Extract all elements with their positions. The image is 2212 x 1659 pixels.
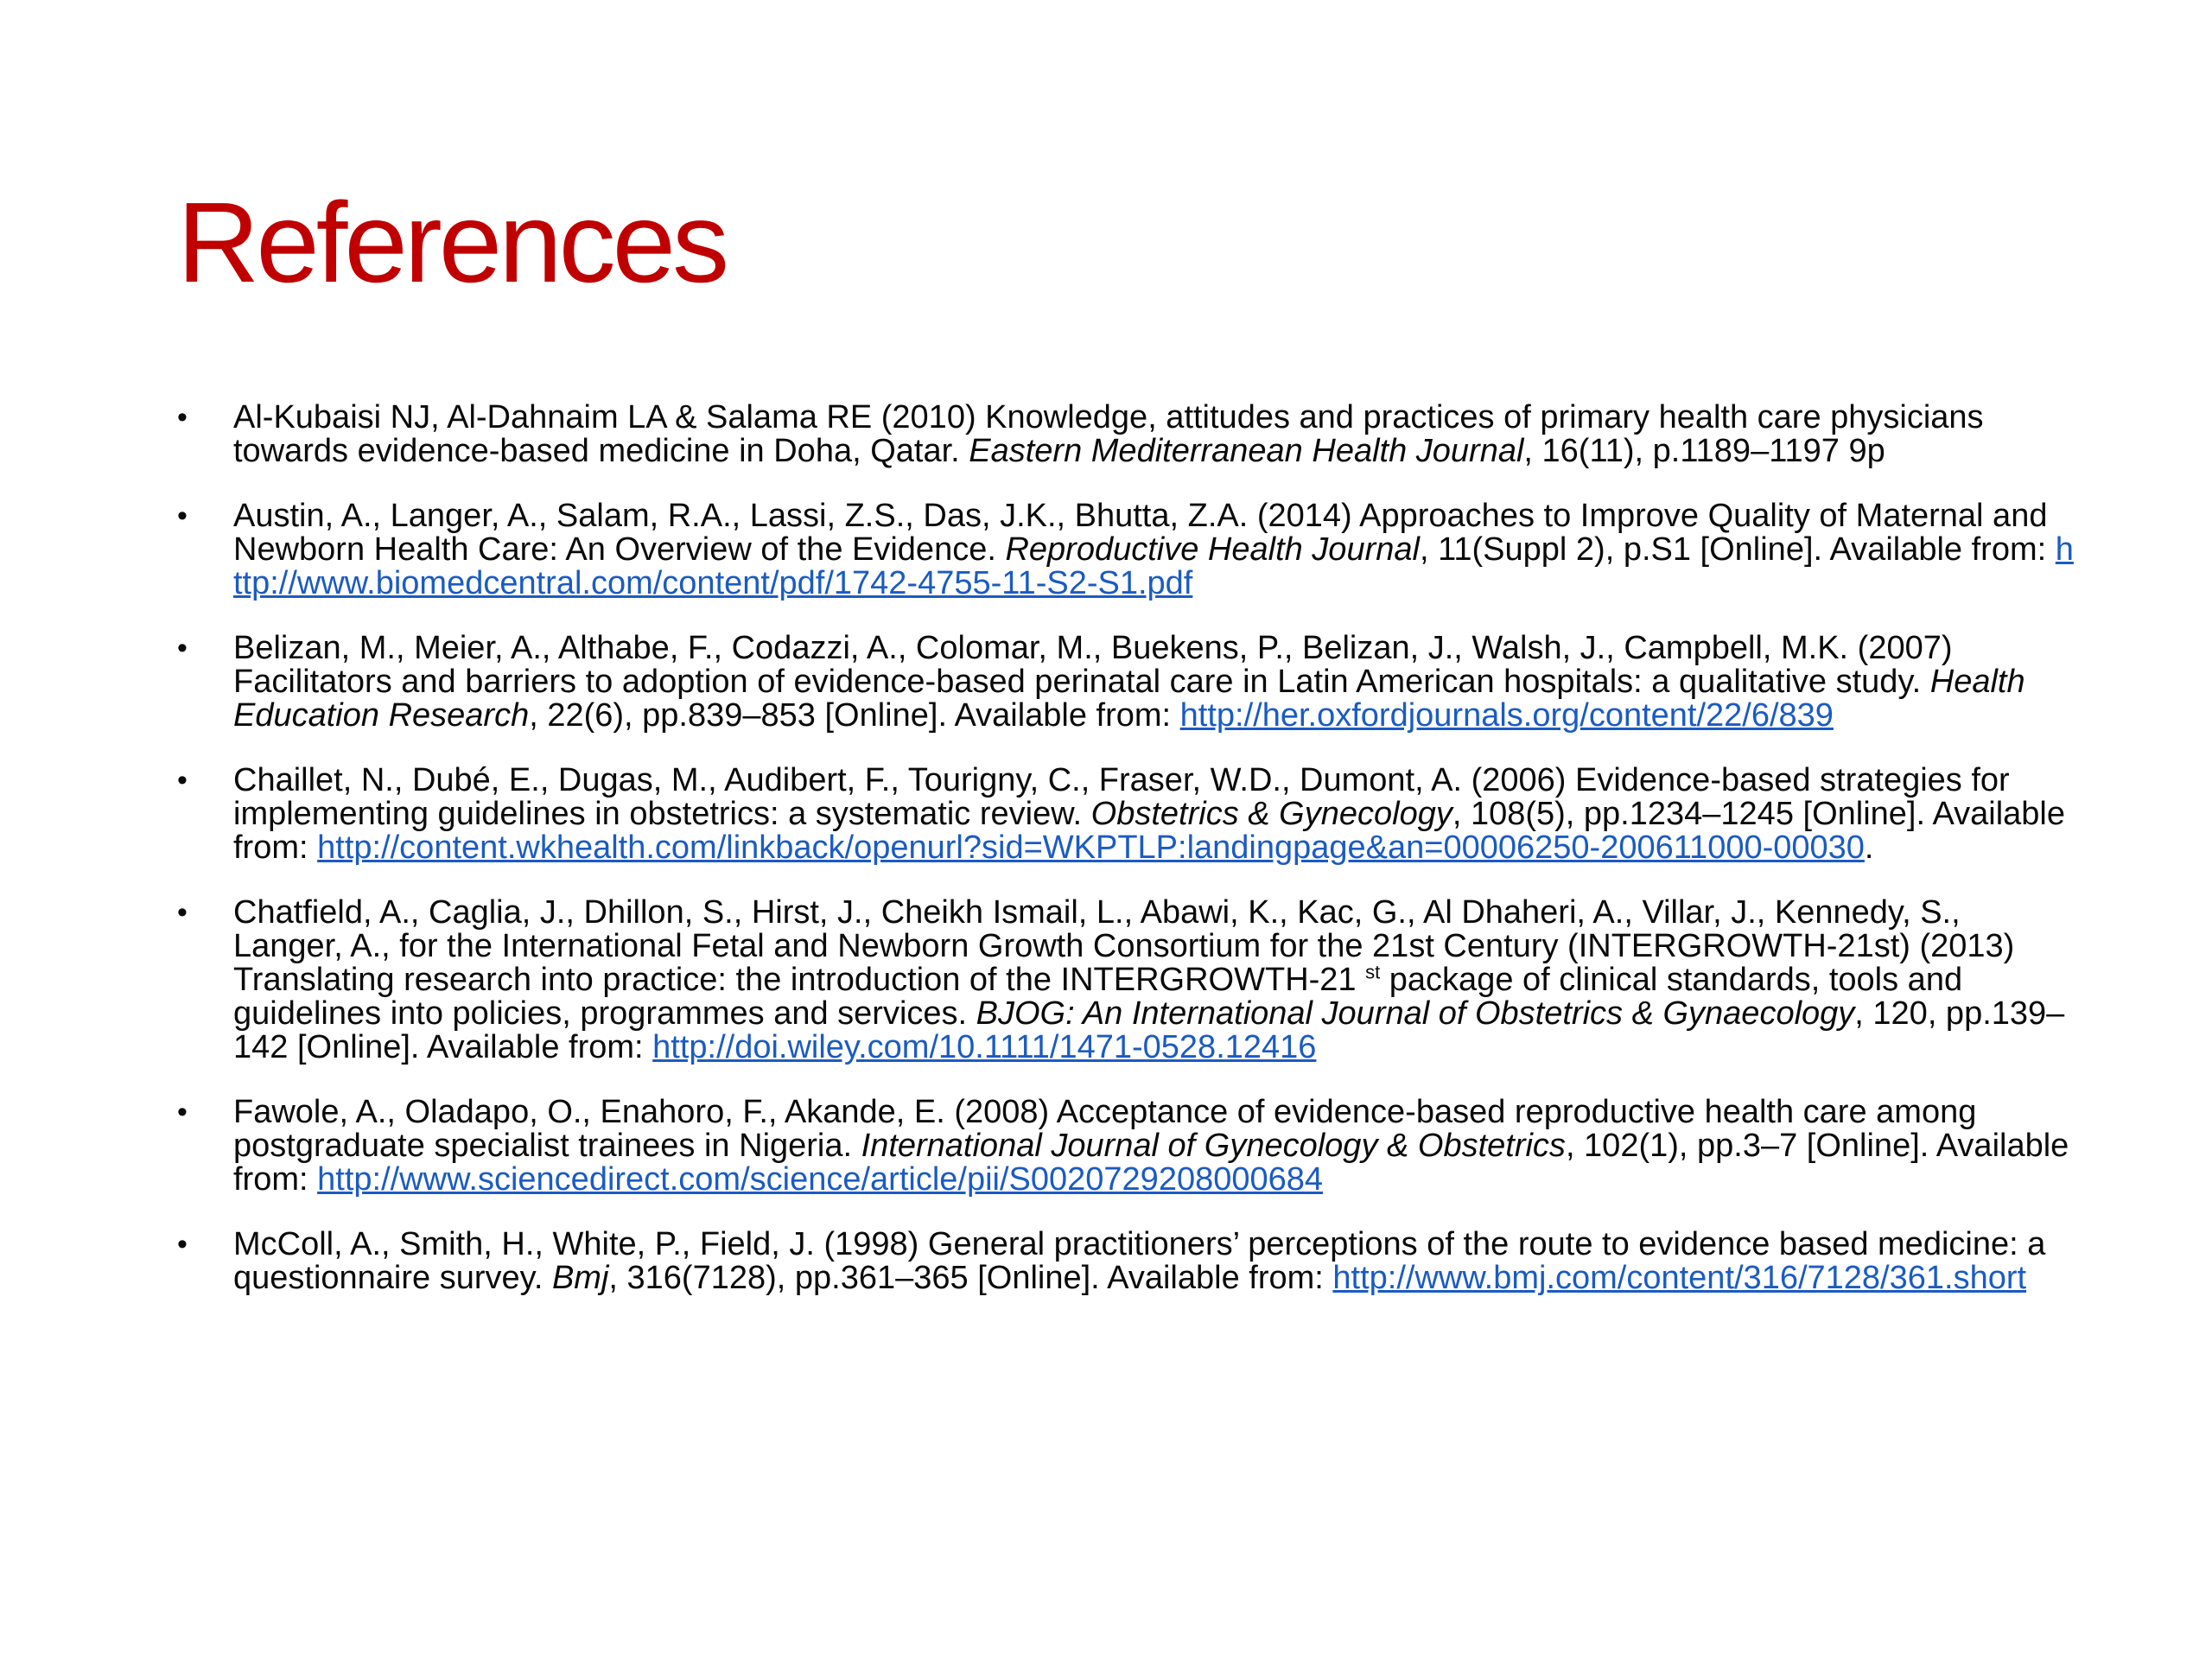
reference-text: Chaillet, N., Dubé, E., Dugas, M., Audibert, F., Tourigny, C., Fraser, W.D., Dumont, A. (2006) Evidence-based strategies for implementing guidelines in obstetrics: a systematic review. bbox=[233, 762, 2010, 832]
bullet-icon: • bbox=[177, 764, 188, 797]
bullet-icon: • bbox=[177, 401, 188, 434]
reference-link[interactable]: http://her.oxfordjournals.org/content/22/6/839 bbox=[1179, 697, 1834, 734]
slide-title: References bbox=[177, 179, 727, 306]
reference-tail: , 120, pp.139–142 [Online]. Available from: bbox=[233, 995, 2065, 1065]
reference-text-continued: package of clinical standards, tools and guidelines into policies, programmes and services. bbox=[233, 962, 1963, 1032]
reference-text: Fawole, A., Oladapo, O., Enahoro, F., Akande, E. (2008) Acceptance of evidence-based reproductive health care among postgraduate specialist trainees in Nigeria. bbox=[233, 1094, 1977, 1164]
reference-item bbox=[177, 401, 2078, 468]
reference-item bbox=[177, 1228, 2078, 1295]
reference-link[interactable]: http://www.biomedcentral.com/content/pdf/1742-4755-11-S2-S1.pdf bbox=[233, 531, 2074, 601]
reference-tail: , 102(1), pp.3–7 [Online]. Available from: bbox=[233, 1128, 2069, 1198]
reference-text: Chatfield, A., Caglia, J., Dhillon, S., Hirst, J., Cheikh Ismail, L., Abawi, K., Kac, G., Al Dhaheri, A., Villar, J., Kennedy, S., Langer, A., for the International Fetal and Newborn Growth Consortium for the 21st Century (INTERGROWTH-21st) (2013) Translating research into practice: the introduction of the INTERGROWTH-21 bbox=[233, 894, 2015, 998]
reference-tail: , 316(7128), pp.361–365 [Online]. Available from: bbox=[608, 1260, 1333, 1296]
bullet-icon: • bbox=[177, 1096, 188, 1128]
reference-link[interactable]: http://content.wkhealth.com/linkback/openurl?sid=WKPTLP:landingpage&an=00006250-200611000-00030 bbox=[317, 830, 1865, 866]
reference-tail: , 22(6), pp.839–853 [Online]. Available from: bbox=[529, 697, 1180, 734]
reference-tail: , 108(5), pp.1234–1245 [Online]. Available from: bbox=[233, 796, 2066, 866]
reference-text: Belizan, M., Meier, A., Althabe, F., Codazzi, A., Colomar, M., Buekens, P., Belizan, J., Walsh, J., Campbell, M.K. (2007) Facilitators and barriers to adoption of evidence-based perinatal care in Latin American hospitals: a qualitative study. bbox=[233, 630, 1953, 700]
reference-item bbox=[177, 499, 2078, 601]
reference-item bbox=[177, 896, 2078, 1065]
reference-item bbox=[177, 632, 2078, 733]
superscript-st: st bbox=[1365, 961, 1381, 983]
bullet-icon: • bbox=[177, 632, 188, 664]
journal-name: BJOG: An International Journal of Obstetrics & Gynaecology bbox=[976, 995, 1855, 1032]
journal-name: Eastern Mediterranean Health Journal bbox=[969, 433, 1524, 469]
journal-name: International Journal of Gynecology & Obstetrics bbox=[861, 1128, 1566, 1164]
reference-list bbox=[177, 401, 2078, 1326]
reference-text: Al-Kubaisi NJ, Al-Dahnaim LA & Salama RE (2010) Knowledge, attitudes and practices of primary health care physicians towards evidence-based medicine in Doha, Qatar. bbox=[233, 399, 1984, 469]
reference-link[interactable]: http://www.sciencedirect.com/science/article/pii/S0020729208000684 bbox=[317, 1161, 1324, 1198]
journal-name: Bmj bbox=[551, 1260, 609, 1296]
reference-period: . bbox=[1864, 830, 1874, 866]
bullet-icon: • bbox=[177, 896, 188, 929]
reference-tail: , 16(11), p.1189–1197 9p bbox=[1523, 433, 1885, 469]
reference-tail: , 11(Suppl 2), p.S1 [Online]. Available from: bbox=[1419, 531, 2056, 568]
bullet-icon: • bbox=[177, 1228, 188, 1261]
bullet-icon: • bbox=[177, 499, 188, 532]
reference-text: McColl, A., Smith, H., White, P., Field, J. (1998) General practitioners’ perceptions of the route to evidence based medicine: a questionnaire survey. bbox=[233, 1226, 2046, 1296]
reference-link[interactable]: http://doi.wiley.com/10.1111/1471-0528.12416 bbox=[652, 1029, 1317, 1065]
reference-text: Austin, A., Langer, A., Salam, R.A., Lassi, Z.S., Das, J.K., Bhutta, Z.A. (2014) Approaches to Improve Quality of Maternal and Newborn Health Care: An Overview of the Evidence. bbox=[233, 498, 2048, 568]
reference-item bbox=[177, 1096, 2078, 1197]
reference-item bbox=[177, 764, 2078, 865]
reference-link[interactable]: http://www.bmj.com/content/316/7128/361.short bbox=[1332, 1260, 2027, 1296]
journal-name: Health Education Research bbox=[233, 664, 2025, 734]
journal-name: Reproductive Health Journal bbox=[1005, 531, 1420, 568]
journal-name: Obstetrics & Gynecology bbox=[1090, 796, 1452, 832]
